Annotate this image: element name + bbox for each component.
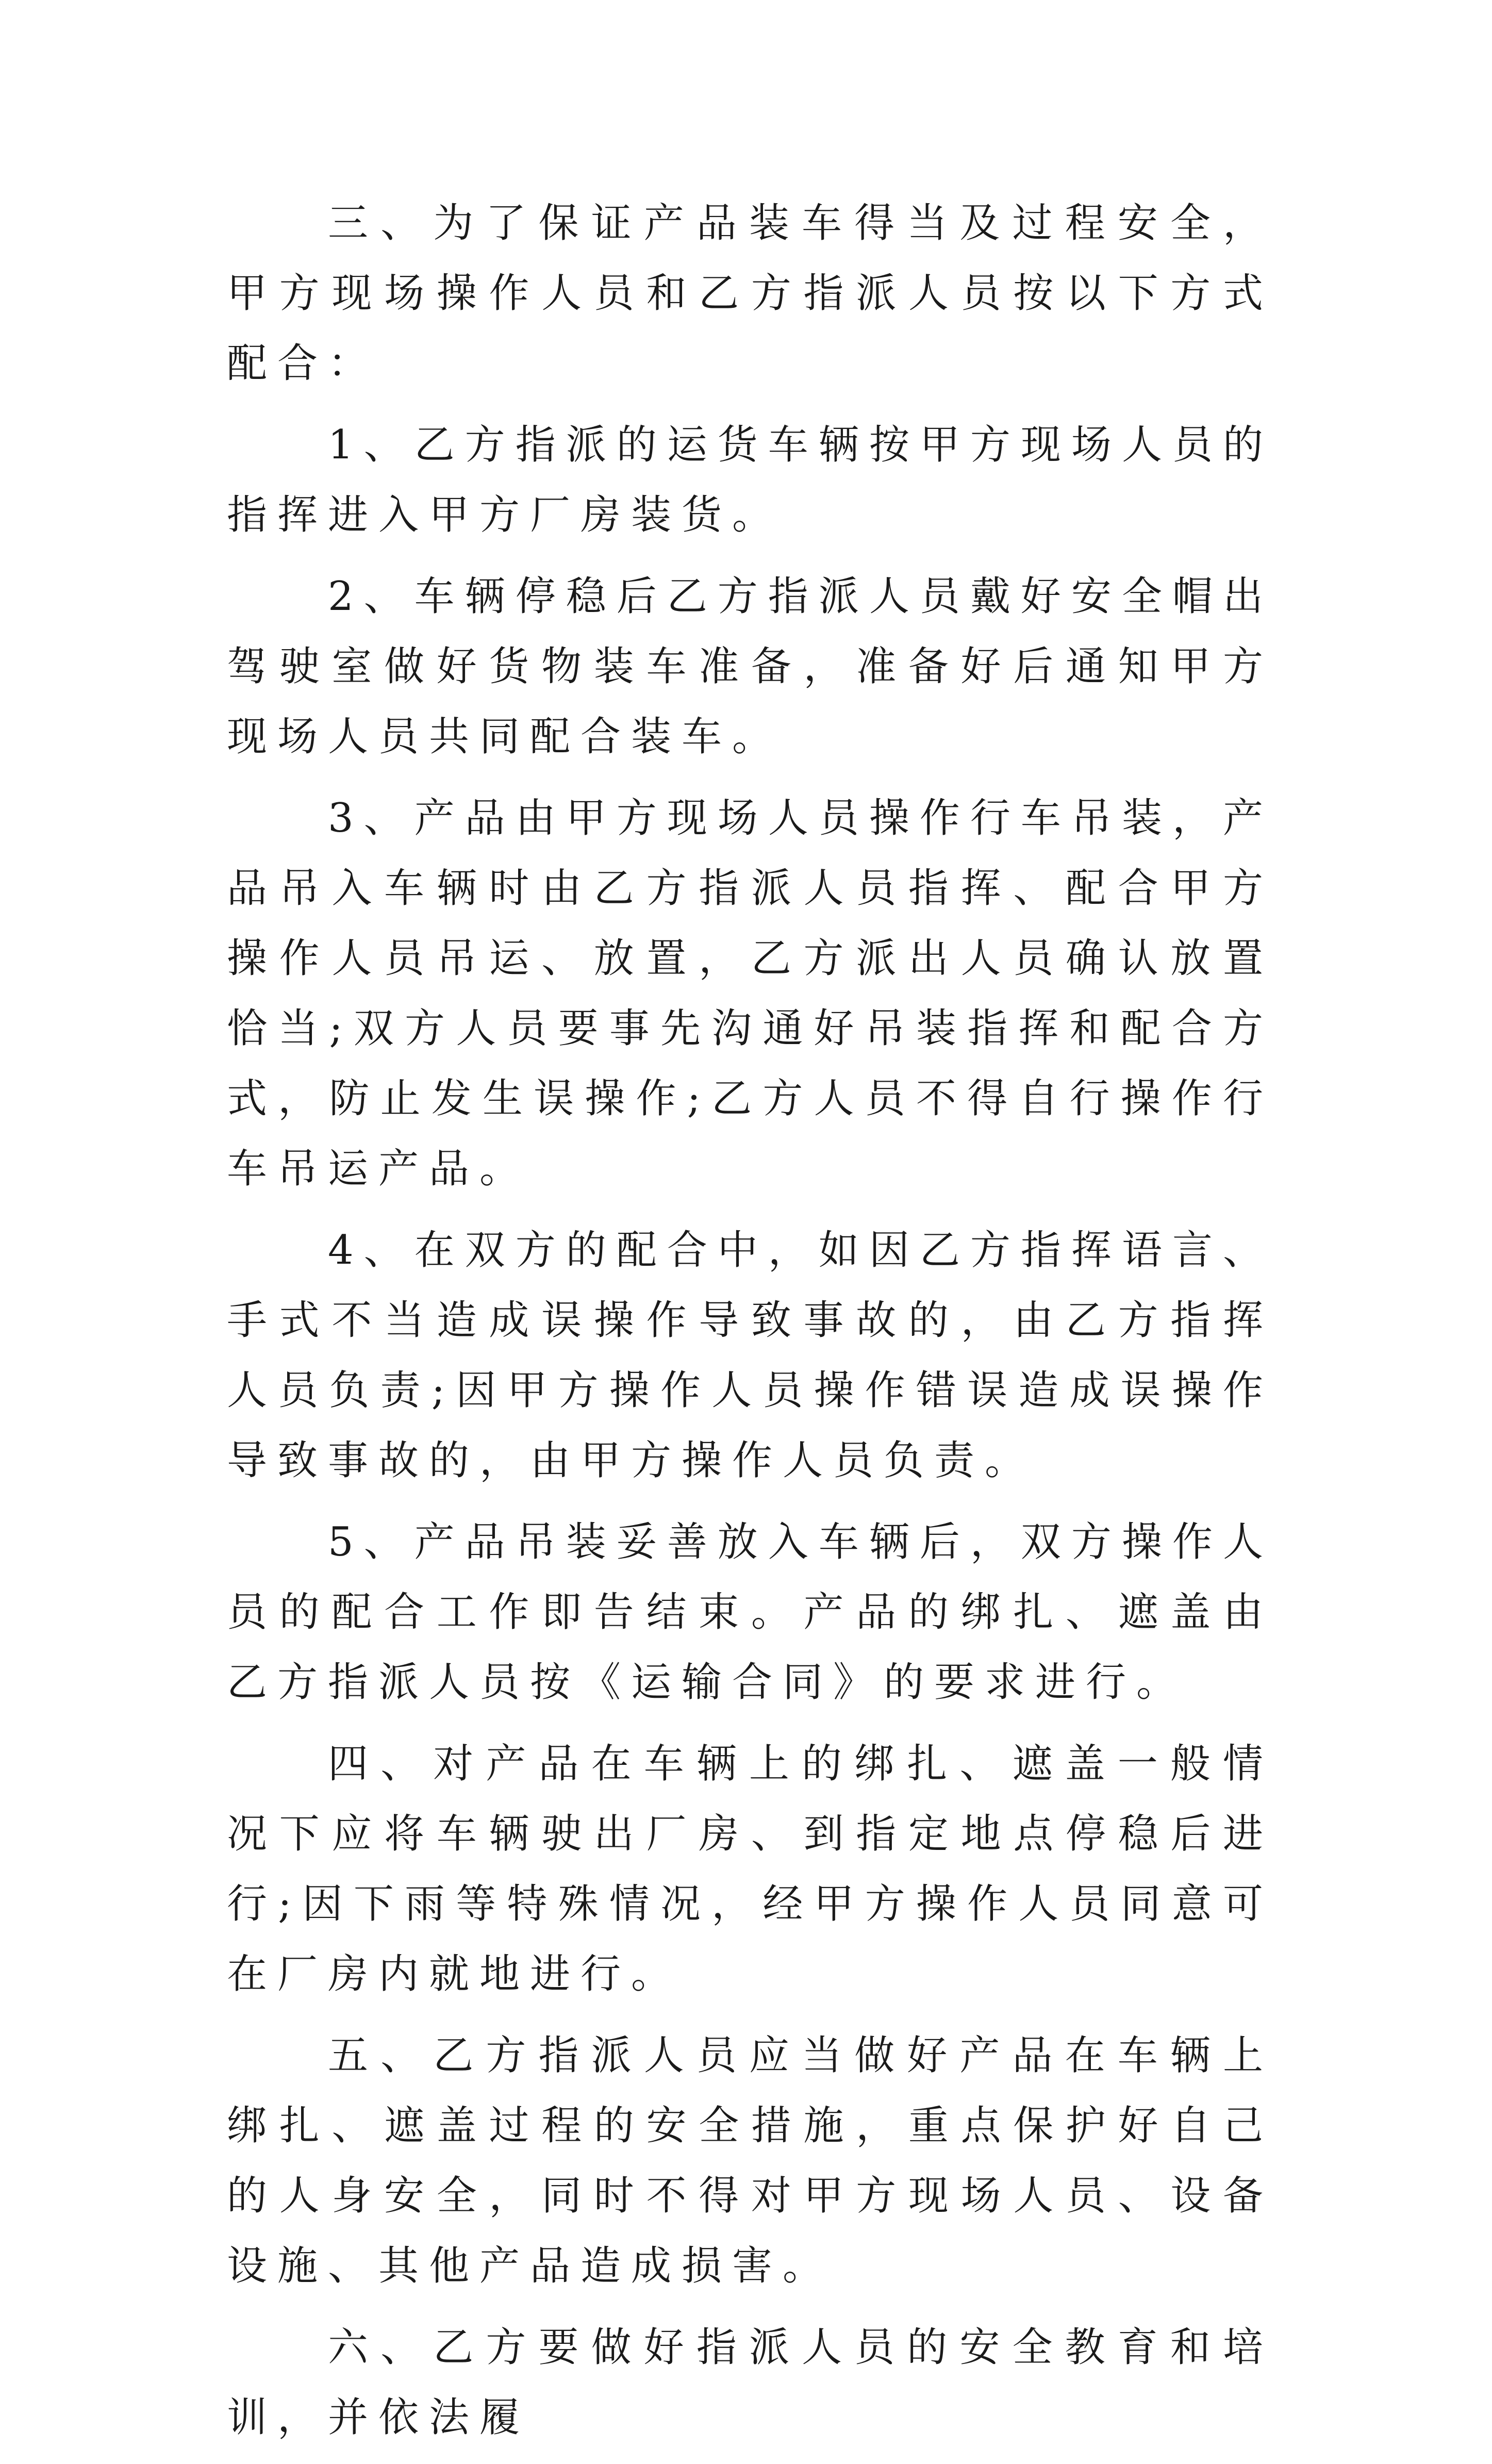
paragraph-item-1: 1、乙方指派的运货车辆按甲方现场人员的指挥进入甲方厂房装货。 — [227, 422, 1273, 538]
paragraph-item-3: 3、产品由甲方现场人员操作行车吊装，产品吊入车辆时由乙方指派人员指挥、配合甲方操作人员吊运、放置，乙方派出人员确认放置恰当;双方人员要事先沟通好吊装指挥和配合方式，防止发生误操作;乙方人员不得自行操作行车吊运产品。 — [227, 795, 1273, 1192]
paragraph-item-2: 2、车辆停稳后乙方指派人员戴好安全帽出驾驶室做好货物装车准备，准备好后通知甲方现场人员共同配合装车。 — [227, 573, 1273, 760]
paragraph-3: 三、为了保证产品装车得当及过程安全，甲方现场操作人员和乙方指派人员按以下方式配合： — [227, 200, 1273, 387]
document-body — [227, 188, 1273, 2464]
paragraph-4: 四、对产品在车辆上的绑扎、遮盖一般情况下应将车辆驶出厂房、到指定地点停稳后进行;因下雨等特殊情况，经甲方操作人员同意可在厂房内就地进行。 — [227, 1741, 1273, 1997]
paragraph-item-5: 5、产品吊装妥善放入车辆后，双方操作人员的配合工作即告结束。产品的绑扎、遮盖由乙方指派人员按《运输合同》的要求进行。 — [227, 1519, 1273, 1706]
paragraph-6: 六、乙方要做好指派人员的安全教育和培训，并依法履 — [227, 2324, 1273, 2441]
paragraph-item-4: 4、在双方的配合中，如因乙方指挥语言、手式不当造成误操作导致事故的，由乙方指挥人员负责;因甲方操作人员操作错误造成误操作导致事故的，由甲方操作人员负责。 — [227, 1227, 1273, 1484]
paragraph-5: 五、乙方指派人员应当做好产品在车辆上绑扎、遮盖过程的安全措施，重点保护好自己的人身安全，同时不得对甲方现场人员、设备设施、其他产品造成损害。 — [227, 2032, 1273, 2289]
